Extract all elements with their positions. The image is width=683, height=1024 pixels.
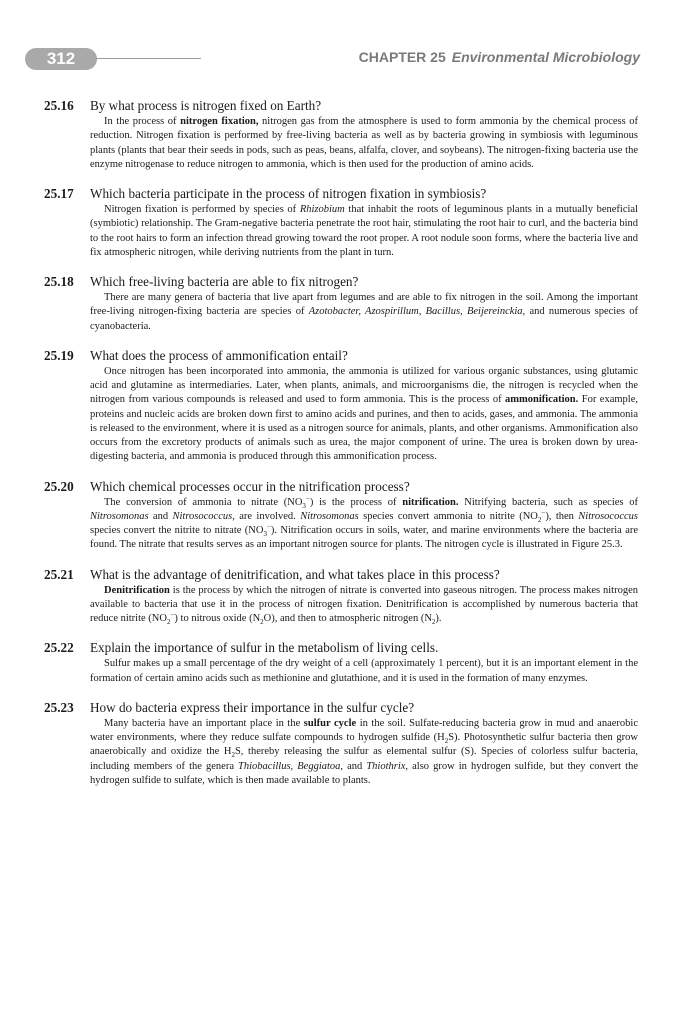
qa-item xyxy=(44,347,638,465)
question-text: By what process is nitrogen fixed on Earth? xyxy=(90,98,322,113)
question-number: 25.22 xyxy=(44,640,74,656)
question-number: 25.19 xyxy=(44,347,74,363)
page-number-badge: 312 xyxy=(25,48,97,70)
page-header xyxy=(25,46,640,72)
qa-item xyxy=(44,185,638,260)
chapter-heading xyxy=(359,49,640,65)
answer-text: Denitrification is the process by which the nitrogen of nitrate is converted into gaseous nitrogen. The process makes nitrogen available to bacteria that use it in the process of nitrogen fixation. Denitrification is accomplished by numerous bacteria that reduce nitrite $(NO_2^-)$ to nitrous oxide $(N_2O)$, and then to atmospheric nitrogen $(N_2)$. xyxy=(90,584,638,627)
qa-item xyxy=(44,699,638,788)
question xyxy=(44,639,638,656)
qa-item xyxy=(44,566,638,627)
answer-text: The conversion of ammonia to nitrate $(NO_3^-)$ is the process of nitrification. Nitrifying bacteria, such as species of Nitrosomonas and Nitrosococcus, are involved. Nitrosomonas species convert ammonia to nitrite $(NO_2^-)$, then Nitrosococcus species convert the nitrite to nitrate $(NO_3^-)$. Nitrification occurs in soils, water, and marine environments where the bacteria are found. The nitrate that results serves as an important nitrogen source for plants. The nitrogen cycle is illustrated in Figure 25.3. xyxy=(90,494,639,551)
question-number: 25.23 xyxy=(44,699,74,715)
qa-item xyxy=(44,97,638,172)
question-text: Which free-living bacteria are able to fix nitrogen? xyxy=(90,274,359,289)
question-text: Explain the importance of sulfur in the metabolism of living cells. xyxy=(90,640,439,656)
answer-text: There are many genera of bacteria that live apart from legumes and are able to fix nitrogen in the soil. Among the important free-living nitrogen-fixing bacteria are species of Azotobacter, Azospirillum, Bacillus, Beijereinckia, and numerous species of cyanobacteria. xyxy=(90,292,638,332)
question xyxy=(44,699,638,716)
question xyxy=(44,273,638,290)
question-list xyxy=(44,97,638,801)
question-text: Which bacteria participate in the process of nitrogen fixation in symbiosis? xyxy=(90,186,487,201)
answer-text: Nitrogen fixation is performed by species of Rhizobium that inhabit the roots of leguminous plants in a mutually beneficial (symbiotic) relationship. The Gram-negative bacteria penetrate the root hair, stimulating the root hair to curl, and the bacteria bind to the root hairs to form an infection thread growing toward the root proper. A root nodule soon forms, where the bacteria live and fix atmospheric nitrogen, while deriving nutrients from the plant in turn. xyxy=(90,204,638,258)
question-text: Which chemical processes occur in the nitrification process? xyxy=(90,478,410,494)
answer-text: Once nitrogen has been incorporated into ammonia, the ammonia is utilized for various organic substances, using glutamic acid and glutamine as intermediaries. Later, when plants, animals, and microorganisms die, the nitrogen is recycled when the nitrogen from various compounds is released and used to form ammonia. This is the process of ammonification. For example, proteins and nucleic acids are broken down first to amino acids and purines, and then to acids, gases, and ammonia. The ammonia is released to the environment, where it is used as a nitrogen source for animals, plants, and other organisms. Ammonification also occurs from the excretory products of animals such as urea, the major component of urine. The urea is broken down by urea-digesting bacteria, and ammonia is produced through this ammonification process. xyxy=(90,365,638,463)
question xyxy=(44,478,638,495)
answer-text: In the process of nitrogen fixation, nitrogen gas from the atmosphere is used to form ammonia by the chemical process of reduction. Nitrogen fixation is performed by free-living bacteria as well as by bacteria growing in symbiosis with leguminous plants (plants that bear their seeds in pods, such as peas, beans, alfalfa, clover, and soybeans). The nitrogen-fixing bacteria use the enzyme nitrogenase to reduce nitrogen to ammonia, which is then used for the production of amino acids. xyxy=(90,116,639,170)
answer-text: Many bacteria have an important place in the sulfur cycle in the soil. Sulfate-reducing bacteria grow in mud and anaerobic water environments, where they reduce sulfate compounds to hydrogen sulfide $(H_2S)$. Photosynthetic sulfur bacteria then grow anaerobically and oxidize the $H_2S$, thereby releasing the sulfur as elemental sulfur (S). Species of colorless sulfur bacteria, including members of the genera Thiobacillus, Beggiatoa, and Thiothrix, also grow in hydrogen sulfide, but they convert the hydrogen sulfide to sulfate, which is then made available to plants. xyxy=(90,717,638,786)
question-text: What is the advantage of denitrification, and what takes place in this process? xyxy=(90,566,500,582)
question-number: 25.16 xyxy=(44,98,74,113)
question xyxy=(44,347,638,364)
question xyxy=(44,185,638,202)
chapter-label: CHAPTER 25 xyxy=(358,49,446,65)
question-text: How do bacteria express their importance in the sulfur cycle? xyxy=(90,699,415,715)
qa-item xyxy=(44,639,638,686)
question-number: 25.20 xyxy=(44,478,74,494)
question xyxy=(44,566,638,583)
question-number: 25.18 xyxy=(44,274,74,289)
question-number: 25.17 xyxy=(44,186,74,201)
question-number: 25.21 xyxy=(44,566,74,582)
question-text: What does the process of ammonification entail? xyxy=(90,347,348,363)
qa-item xyxy=(44,273,638,334)
qa-item xyxy=(44,478,638,553)
question xyxy=(44,97,638,114)
header-rule xyxy=(95,58,201,59)
chapter-title: Environmental Microbiology xyxy=(451,49,640,65)
answer-text: Sulfur makes up a small percentage of the dry weight of a cell (approximately 1 percent), but it is an important element in the formation of certain amino acids such as methionine and glutathione, and it is used in the formation of many enzymes. xyxy=(90,658,638,684)
